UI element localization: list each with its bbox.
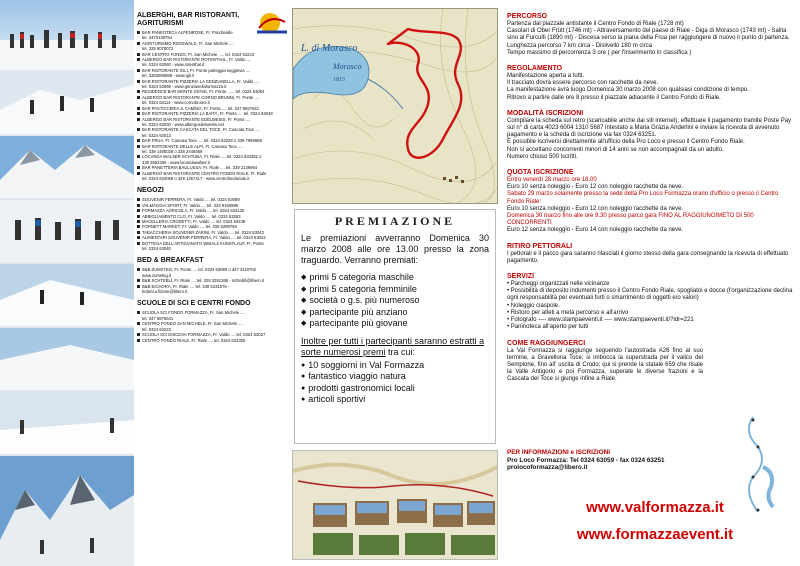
- bullet-square-icon: [137, 279, 140, 282]
- premiazione-box: [294, 209, 496, 444]
- premiazione-extra: [301, 336, 489, 358]
- directory-entry-text: SOUVENIR FERRERA, Fr. Valdo .... tel. 0324 63089: [142, 197, 240, 203]
- bullet-square-icon: [137, 209, 140, 212]
- map-place-label: Morasco: [333, 62, 362, 71]
- photo-strip: [0, 0, 134, 566]
- bullet-square-icon: [137, 215, 140, 218]
- pettorali-heading: RITIRO PETTORALI: [507, 242, 573, 250]
- bullet-square-icon: [137, 80, 140, 83]
- prize-item-text: partecipante più giovane: [309, 318, 408, 328]
- iscrizioni-heading: MODALITÀ ISCRIZIONI: [507, 109, 584, 117]
- directory-entry-text: FORNETT MARKET, Fr. Valdo .... tel. 335 5299758: [142, 224, 237, 230]
- prize-item-text: società o g.s. più numeroso: [309, 295, 420, 305]
- directory-entry-text: ALBERGO BAR RISTORANTE ROTENTHAL, Fr. Valdo ....: [142, 57, 252, 63]
- prize-item: [301, 371, 489, 383]
- bullet-square-icon: [137, 128, 140, 131]
- diamond-bullet-icon: ◆: [301, 285, 307, 293]
- directory-entry-text: tel. 0324 63040: [142, 246, 171, 252]
- info-column: [507, 12, 795, 560]
- website-link-2[interactable]: www.formazzaevent.it: [576, 526, 734, 543]
- prize-item: [301, 318, 489, 330]
- bullet-square-icon: [137, 166, 140, 169]
- bullet-square-icon: [137, 107, 140, 110]
- directory-entry-text: BAR RISTORANTE CASCATA DEL TOCE, Fr. Cascata Toce ....: [142, 127, 261, 133]
- bullet-square-icon: [137, 198, 140, 201]
- come-text: La Val Formazza si raggiunge seguendo l'autostrada A26 fino al suo termine, a Gravellona Toce; si imbocca la superstrada per il valico del Sempione, fino all' uscita di Crodo; qui si prende la statale 659 che risale la Valle Antigorio e poi Formazza, superate le diverse frazioni e la Cascata del Toce si giunge infine a Riale.: [507, 347, 703, 383]
- directory-entry-text: B&B EICHORA, Fr. Riale .... tel. 339 5331576 -: [142, 283, 230, 289]
- website-link-1[interactable]: www.valformazza.it: [586, 499, 724, 516]
- bullet-square-icon: [137, 172, 140, 175]
- bullet-square-icon: [137, 155, 140, 158]
- route-map: [292, 8, 498, 204]
- bullet-square-icon: [137, 58, 140, 61]
- directory-entry-text: LOCANDA WALSER SCHTUBA, Fr. Riale .... tel. 0324 634352 o: [142, 154, 262, 160]
- prize-item: [301, 307, 489, 319]
- prize-item-text: partecipante più anziano: [309, 306, 408, 317]
- info-phone: Pro Loco Formazza: Tel 0324 63059 - fax 0324 63251: [507, 456, 665, 464]
- prize-item-text: fantastico viaggio natura: [308, 371, 406, 381]
- extra-intro-underlined: Inoltre per tutti i partecipanti saranno estratti a sorte numerosi premi: [301, 335, 485, 357]
- map-elevation-label: 1815: [333, 77, 345, 83]
- info-email[interactable]: prolocoformazza@libero.it: [507, 464, 588, 472]
- prize-item: [301, 360, 489, 372]
- bullet-square-icon: [137, 268, 140, 271]
- directory-entry: [137, 289, 287, 294]
- bullet-square-icon: [137, 145, 140, 148]
- prize-list: [301, 272, 489, 330]
- contact-block: [507, 449, 795, 472]
- directory-entry-text: BAR RISTORANTE PIZZERIA LA GENZIANELLA, Fr. Valdo ....: [142, 78, 260, 84]
- bullet-square-icon: [137, 225, 140, 228]
- directory-entry: [137, 338, 287, 343]
- bullet-square-icon: [137, 118, 140, 121]
- directory-entry-text: BAR RISTORANTE IGLÌ, Fr. Ponte parteggia seggiovia ....: [142, 67, 251, 73]
- directory-entry-text: TABACCHERIA SOUVENIR ZARINI, Fr. Valdo .... tel. 0324 63043: [142, 229, 264, 235]
- quota-line: Domenica 30 marzo fino alle ore 9.30 presso parco gara FINO AL RAGGIUNGIMETO DI 500 CONCORRENTI: [507, 213, 754, 227]
- directory-entry-text: BAR PANETTERIA BAULUSSA, Fr. Riale .... tel. 339 2139964: [142, 165, 258, 171]
- bullet-square-icon: [137, 339, 140, 342]
- quota-line: Euro 10 senza noleggio - Euro 12 con noleggio racchette da neve.: [507, 184, 684, 191]
- prize-item: [301, 295, 489, 307]
- directory-entry-text: ALBERGO BAR RISTORANTE EDELWEISS, Fr. Ponte ....: [142, 116, 251, 122]
- directory-entry-text: FORMAZZA AGRICOLA, Fr. Valdo .... tel. 0324 634125: [142, 208, 245, 214]
- directory-entry-text: tel. 0324 63060 - www.rotenthal.it: [142, 62, 205, 68]
- directory-entry-text: tel. 3383590986 - www.igli.it: [142, 73, 195, 79]
- percorso-text: Partenza dal piazzale antistante il Centro Fondo di Riale (1728 mt) Casolari di Ober Frütt (1746 mt) - Attraversamento del paese di Riale - Diga di Morasco (1743 mt) - Salita sino al Furculti (1890 mt) - Discesa verso la piana della Frua per raggiungere di nuovo il punto di partenza. Lunghezza percorso 7 km circa - Dislivello 180 m circa Tempo massimo di percorrenza 3 ore ( per l'inserimento in classifica ): [507, 21, 790, 56]
- bullet-square-icon: [137, 333, 140, 336]
- bullet-square-icon: [137, 220, 140, 223]
- directory-entry-text: BAR RISTORANTE PIZZERIA LA BAITA, Fr. Ponte .... tel. 0324 63048: [142, 111, 273, 117]
- diamond-bullet-icon: ◆: [301, 274, 307, 281]
- directory-entry-text: www.zumsteg.it: [142, 272, 172, 278]
- info-title: PER INFORMAZIONI e ISCRIZIONI: [507, 449, 610, 456]
- directory-entry-text: VALMAGGIA SPORT, Fr. Valdo .... tel. 333 9160986: [142, 202, 239, 208]
- bullet-square-icon: [137, 31, 140, 34]
- directory-entry-text: B&B ZUMSTEG, Fr. Ponte .... tel. 0324 63080 o 347 3119702: [142, 267, 256, 273]
- section-heading: NEGOZI: [137, 187, 164, 195]
- servizi-heading: SERVIZI: [507, 273, 535, 281]
- valley-photo-map: [292, 450, 498, 560]
- section-heading: BED & BREAKFAST: [137, 257, 204, 265]
- directory-entry-text: ALIMENTARI SOUVENIR FERRERA, Fr. Valdo .... tel. 0324 63042: [142, 235, 266, 241]
- directory-entry-text: tel. 0324 63068 - www.genzianellaformazza.it: [142, 84, 227, 90]
- prize-item-text: articoli sportivi: [308, 394, 366, 404]
- valley-map: [293, 451, 498, 560]
- servizi-text: • Parcheggi organizzati nelle vicinanze • Possibilità di deposito indumenti presso il Centro Fondo Riale, spogliatoi e docce (l'organizzazione declina ogni responsabilità per eventuali furti o smarrimento di oggetti e/o valori) • Noleggio ciaspole. • Ristoro per atleti a metà percorso e all'arrivo • Fotografo ---- www.stampaeventi.it ---- www.stampaeventi.it/?idr=221 • Paninoteca all'aperto per tutti: [507, 281, 793, 331]
- directory-entry-text: BAR FRUA, Fr. Cascata Toce .... tel. 0324 63228 o 339 7969669: [142, 138, 262, 144]
- directory-column: [137, 8, 287, 560]
- directory-entry-text: federica.fidone@libero.it: [142, 289, 188, 295]
- bullet-square-icon: [137, 112, 140, 115]
- directory-entry-text: ALBERGO BAR RISTORANTE CENTRO FONDO RIALE, Fr. Riale: [142, 170, 267, 176]
- directory-entry-text: B&B SCHTEBLÌ, Fr. Riale .... tel. 328 3391368 - schteblì@libero.it: [142, 278, 265, 284]
- directory-entry-text: CENTRO FONDO RIALE, Fr. Riale .... tel. 0324 634355: [142, 337, 246, 343]
- bullet-square-icon: [137, 322, 140, 325]
- directory-entry-text: tel. 0324 634059 o 329 1257417 - www.centrofondoriale.it: [142, 175, 250, 181]
- directory-entry-text: tel. 0324 63013: [142, 132, 171, 138]
- diamond-bullet-icon: ◆: [301, 320, 307, 327]
- directory-entry-text: tel. 328 8078072: [142, 46, 174, 52]
- bullet-square-icon: [137, 139, 140, 142]
- directory-entry-text: tel. 347 6876641: [142, 315, 174, 321]
- event-logo: [255, 10, 287, 40]
- bullet-square-icon: [137, 236, 140, 239]
- prize-item-text: prodotti gastronomici locali: [308, 382, 415, 393]
- bullet-square-icon: [137, 242, 140, 245]
- directory-entry: [137, 246, 287, 251]
- bullet-square-icon: [137, 285, 140, 288]
- directory-entry-text: CENTRO FONDO SAN MICHELE, Fr. San Michele ....: [142, 321, 243, 327]
- dot-bullet-icon: ●: [301, 373, 306, 380]
- directory-entry-text: BOTTEGA DELL'ARTIGIANATO WIBALZ KUNSTLAUF, Fr. Ponte: [142, 240, 264, 246]
- prize-item: [301, 284, 489, 296]
- bullet-square-icon: [137, 96, 140, 99]
- quota-line: Entro venerdì 28 marzo ore 18.00: [507, 177, 597, 184]
- percorso-heading: PERCORSO: [507, 13, 548, 20]
- bullet-square-icon: [137, 90, 140, 93]
- bullet-square-icon: [137, 53, 140, 56]
- directory-entry-text: SCUOLA SCI DISCESA FORMAZZA, Fr. Valdo .... tel. 0324 63027: [142, 332, 266, 338]
- diamond-bullet-icon: ◆: [301, 297, 307, 304]
- topographic-map: [293, 9, 498, 204]
- directory-entry-text: ALBERGO BAR RISTORANTE CORNO BRUNNI, Fr. Ponte ....: [142, 94, 260, 100]
- bullet-square-icon: [137, 311, 140, 314]
- info-block: [507, 449, 795, 472]
- bullet-square-icon: [137, 204, 140, 207]
- iscrizioni-text: Compilare la scheda sul retro (scaricabile anche dai siti internet), effettuare il pagamento tramite Poste Pay sul n° di carta 4023 6004 1310 5687 intestato a Maria Grazia Anderlini e inviare la ricevuta di avvenuto pagamento e la scheda di iscrizione via fax 0324 63251. È possibile iscriversi direttamente all'ufficio della Pro Loco e presso il Centro Fondo Riale. Non si accettano concorrenti minori di 14 anni se non accompagnati da un adulto. Numero chiuso 500 iscritti.: [507, 117, 792, 160]
- bullet-square-icon: [137, 42, 140, 45]
- directory-entry-text: SCUOLA SCI FONDO FORMAZZA, Fr. San Michele ....: [142, 310, 245, 316]
- regolamento-heading: REGOLAMENTO: [507, 65, 563, 73]
- prize-item-text: 10 soggiorni in Val Formazza: [308, 359, 425, 370]
- directory-sections: [137, 12, 287, 343]
- prize-item: [301, 383, 489, 395]
- quota-line: Euro 12 senza noleggio - Euro 14 con noleggio racchette da neve.: [507, 227, 684, 234]
- center-column: [292, 8, 498, 560]
- pettorali-text: I pettorali e il pacco gara saranno rilasciati il giorno stesso della gara consegnando la ricevuta di effettuato pagamento.: [507, 250, 789, 264]
- section-heading: SCUOLE DI SCI E CENTRI FONDO: [137, 300, 251, 308]
- directory-entry-text: RESIDENCE BAR MONTE GIOVE, Fr. Ponte ...... tel. 0324 63054: [142, 89, 265, 95]
- prize-item: [301, 394, 489, 406]
- directory-entry-text: BAR RISTORANTE DELLE ALPI, Fr. Cascata Toce ....: [142, 143, 243, 149]
- directory-entry-text: BAR PASTICCERIA IL CAMINO, Fr. Ponte .... tel. 347 8837641: [142, 105, 260, 111]
- diamond-bullet-icon: ◆: [301, 308, 307, 316]
- dot-bullet-icon: ●: [301, 361, 306, 369]
- directory-entry-text: tel. 0324 63223: [142, 326, 171, 332]
- directory-entry-text: BAR CENTRO FONDO, Fr. San Michele ..... tel. 0324 63223: [142, 51, 255, 57]
- directory-entry-text: tel. 339 1495026 o 338 2446469: [142, 148, 203, 154]
- extra-prize-list: [301, 360, 489, 406]
- bullet-square-icon: [137, 69, 140, 72]
- directory-entry-text: tel. 3470136784: [142, 35, 173, 41]
- prize-item-text: primi 5 categoria maschile: [309, 272, 414, 282]
- bullet-square-icon: [137, 231, 140, 234]
- directory-entry-text: AGRITURISMO ROSSWALD, Fr. San Michele ....: [142, 40, 234, 46]
- directory-entry-text: tel. 0324 63030 - www.albergoedelweiss.net: [142, 121, 224, 127]
- regolamento-text: Manifestazione aperta a tutti. Il tracciato dovrà essere percorso con racchette da neve. La manifestazione avrà luogo Domenica 30 marzo 2008 con qualsiasi condizione di tempo. Ritrovo a partire dalle ore 8 presso il piazzale adiacente il Centro Fondo di Riale.: [507, 73, 749, 101]
- directory-entry-text: BAR PANEOTECA ALPENROSE, Fr. Pondovalle: [142, 30, 233, 35]
- quota-line: Sabato 29 marzo solamente presso la sede della Pro Loco Formazza orario d'ufficio o presso il Centro Fondo Riale:: [507, 191, 779, 205]
- section-heading: ALBERGHI, BAR RISTORANTI, AGRITURISMI: [137, 12, 240, 27]
- directory-entry-text: ABBIGLIAMENTO CLO, Fr. Valdo .... tel. 0324 63263: [142, 213, 241, 219]
- map-lake-label: L. di Morasco: [301, 43, 358, 54]
- premiazione-intro: Le premiazioni avverranno Domenica 30 marzo 2008 alle ore 13.00 presso la zona traguardo. Verranno premiati:: [301, 233, 489, 265]
- dot-bullet-icon: ●: [301, 384, 306, 392]
- prize-item-text: primi 5 categoria femminile: [309, 283, 417, 294]
- extra-intro-rest: tra cui:: [385, 346, 416, 357]
- directory-entry-text: 339 3662336 - www.locandawalser.it: [142, 159, 210, 165]
- quota-lines: [507, 177, 795, 235]
- quota-line: Euro 10 senza noleggio - Euro 12 con noleggio racchette da neve.: [507, 205, 684, 212]
- prize-item: [301, 272, 489, 284]
- quota-heading: QUOTA ISCRIZIONE: [507, 169, 574, 177]
- directory-entry-text: MACELLERIA CROSETTI, Fr. Valdo .... tel. 0324 63238: [142, 219, 246, 224]
- directory-entry-text: tel. 0324 63114 - www.cornobrunni.it: [142, 100, 210, 106]
- premiazione-title: PREMIAZIONE: [334, 214, 456, 228]
- directory-entry: [137, 176, 287, 181]
- come-heading: COME RAGGIUNGERCI: [507, 339, 586, 347]
- dot-bullet-icon: ●: [301, 396, 306, 403]
- race-photos: [0, 0, 134, 566]
